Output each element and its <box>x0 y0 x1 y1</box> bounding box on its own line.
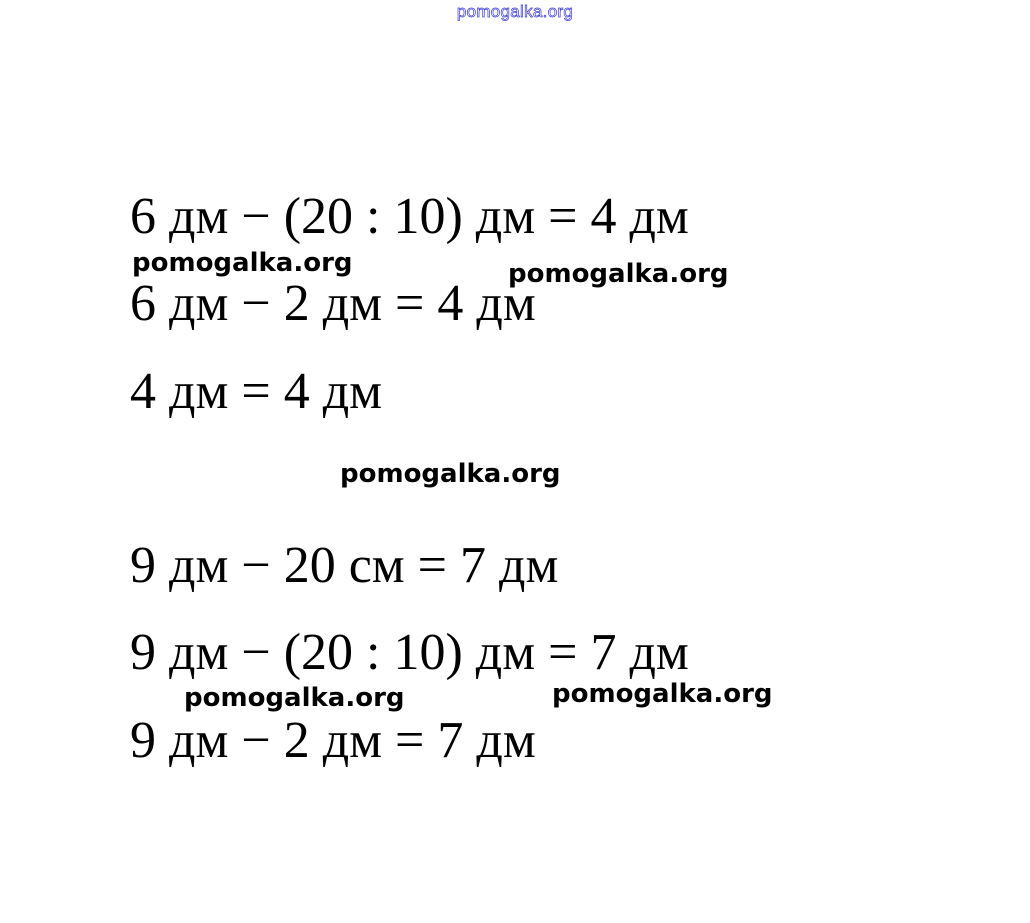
equation-line-2: 6 дм − 2 дм = 4 дм <box>130 275 536 332</box>
equation-line-3: 4 дм = 4 дм <box>130 363 383 420</box>
equation-line-5: 9 дм − (20 : 10) дм = 7 дм <box>130 624 689 681</box>
header-site-link[interactable]: pomogalka.org <box>456 2 574 21</box>
watermark-1: pomogalka.org <box>132 248 353 278</box>
equation-line-1: 6 дм − (20 : 10) дм = 4 дм <box>130 188 689 245</box>
watermark-5: pomogalka.org <box>552 679 773 709</box>
watermark-4: pomogalka.org <box>184 683 405 713</box>
watermark-3: pomogalka.org <box>340 459 561 489</box>
equation-line-4: 9 дм − 20 см = 7 дм <box>130 537 559 594</box>
equation-line-6: 9 дм − 2 дм = 7 дм <box>130 712 536 769</box>
watermark-2: pomogalka.org <box>508 259 729 289</box>
